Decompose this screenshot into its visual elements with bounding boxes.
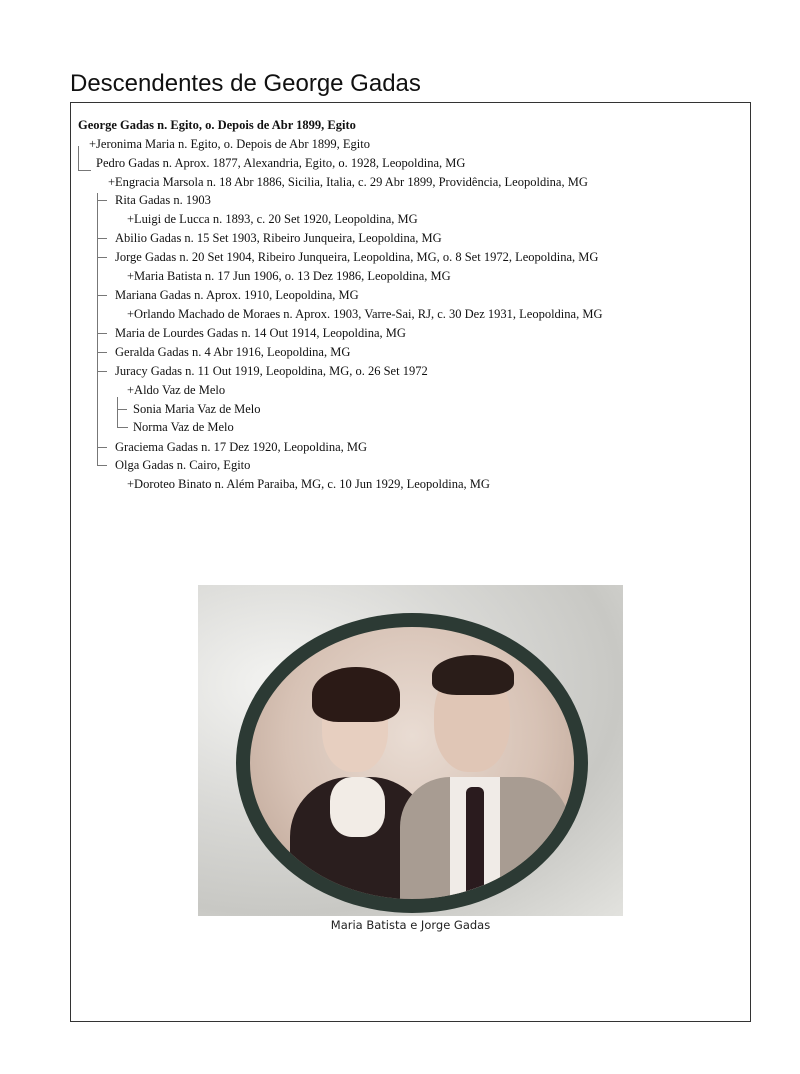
connector-line (97, 371, 107, 372)
tree-entry-spouse: +Aldo Vaz de Melo (127, 383, 226, 397)
tree-entry: Pedro Gadas n. Aprox. 1877, Alexandria, Egito, o. 1928, Leopoldina, MG (96, 156, 466, 170)
tree-entry-spouse: +Orlando Machado de Moraes n. Aprox. 1903, Varre-Sai, RJ, c. 30 Dez 1931, Leopoldina, MG (127, 307, 603, 321)
connector-line (97, 447, 107, 448)
man-tie (466, 787, 484, 913)
tree-entry-spouse: +Jeronima Maria n. Egito, o. Depois de Abr 1899, Egito (89, 137, 370, 151)
man-hair (432, 655, 514, 695)
connector-line (97, 257, 107, 258)
tree-entry: Graciema Gadas n. 17 Dez 1920, Leopoldina, MG (115, 440, 368, 454)
tree-entry: Jorge Gadas n. 20 Set 1904, Ribeiro Junqueira, Leopoldina, MG, o. 8 Set 1972, Leopoldina, MG (115, 250, 599, 264)
connector-line (97, 295, 107, 296)
tree-entry-spouse: +Maria Batista n. 17 Jun 1906, o. 13 Dez 1986, Leopoldina, MG (127, 269, 451, 283)
connector-line (97, 193, 110, 465)
tree-entry: Juracy Gadas n. 11 Out 1919, Leopoldina, MG, o. 26 Set 1972 (115, 364, 428, 378)
connector-line (97, 352, 107, 353)
tree-entry: Sonia Maria Vaz de Melo (133, 402, 261, 416)
page-title: Descendentes de George Gadas (70, 70, 421, 97)
photo-caption: Maria Batista e Jorge Gadas (330, 918, 491, 932)
oval-portrait-frame (236, 613, 588, 913)
tree-entry-root: George Gadas n. Egito, o. Depois de Abr 1899, Egito (78, 118, 356, 132)
connector-line (97, 333, 107, 334)
tree-entry-spouse: +Luigi de Lucca n. 1893, c. 20 Set 1920, Leopoldina, MG (127, 212, 418, 226)
tree-entry: Olga Gadas n. Cairo, Egito (115, 458, 251, 472)
tree-entry-spouse: +Doroteo Binato n. Além Paraiba, MG, c. 10 Jun 1929, Leopoldina, MG (127, 477, 490, 491)
connector-line (117, 409, 127, 410)
tree-entry: Mariana Gadas n. Aprox. 1910, Leopoldina, MG (115, 288, 359, 302)
connector-line (97, 200, 107, 201)
connector-line (97, 238, 107, 239)
tree-entry: Abilio Gadas n. 15 Set 1903, Ribeiro Junqueira, Leopoldina, MG (115, 231, 442, 245)
woman-collar (330, 777, 385, 837)
tree-entry-spouse: +Engracia Marsola n. 18 Abr 1886, Sicilia, Italia, c. 29 Abr 1899, Providência, Leopoldina, MG (108, 175, 588, 189)
tree-entry: Norma Vaz de Melo (133, 420, 234, 434)
couple-photograph (198, 585, 623, 916)
connector-line (97, 465, 107, 466)
tree-entry: Geralda Gadas n. 4 Abr 1916, Leopoldina, MG (115, 345, 351, 359)
tree-entry: Maria de Lourdes Gadas n. 14 Out 1914, Leopoldina, MG (115, 326, 406, 340)
tree-entry: Rita Gadas n. 1903 (115, 193, 211, 207)
woman-hair (312, 667, 400, 722)
connector-line (117, 397, 128, 428)
